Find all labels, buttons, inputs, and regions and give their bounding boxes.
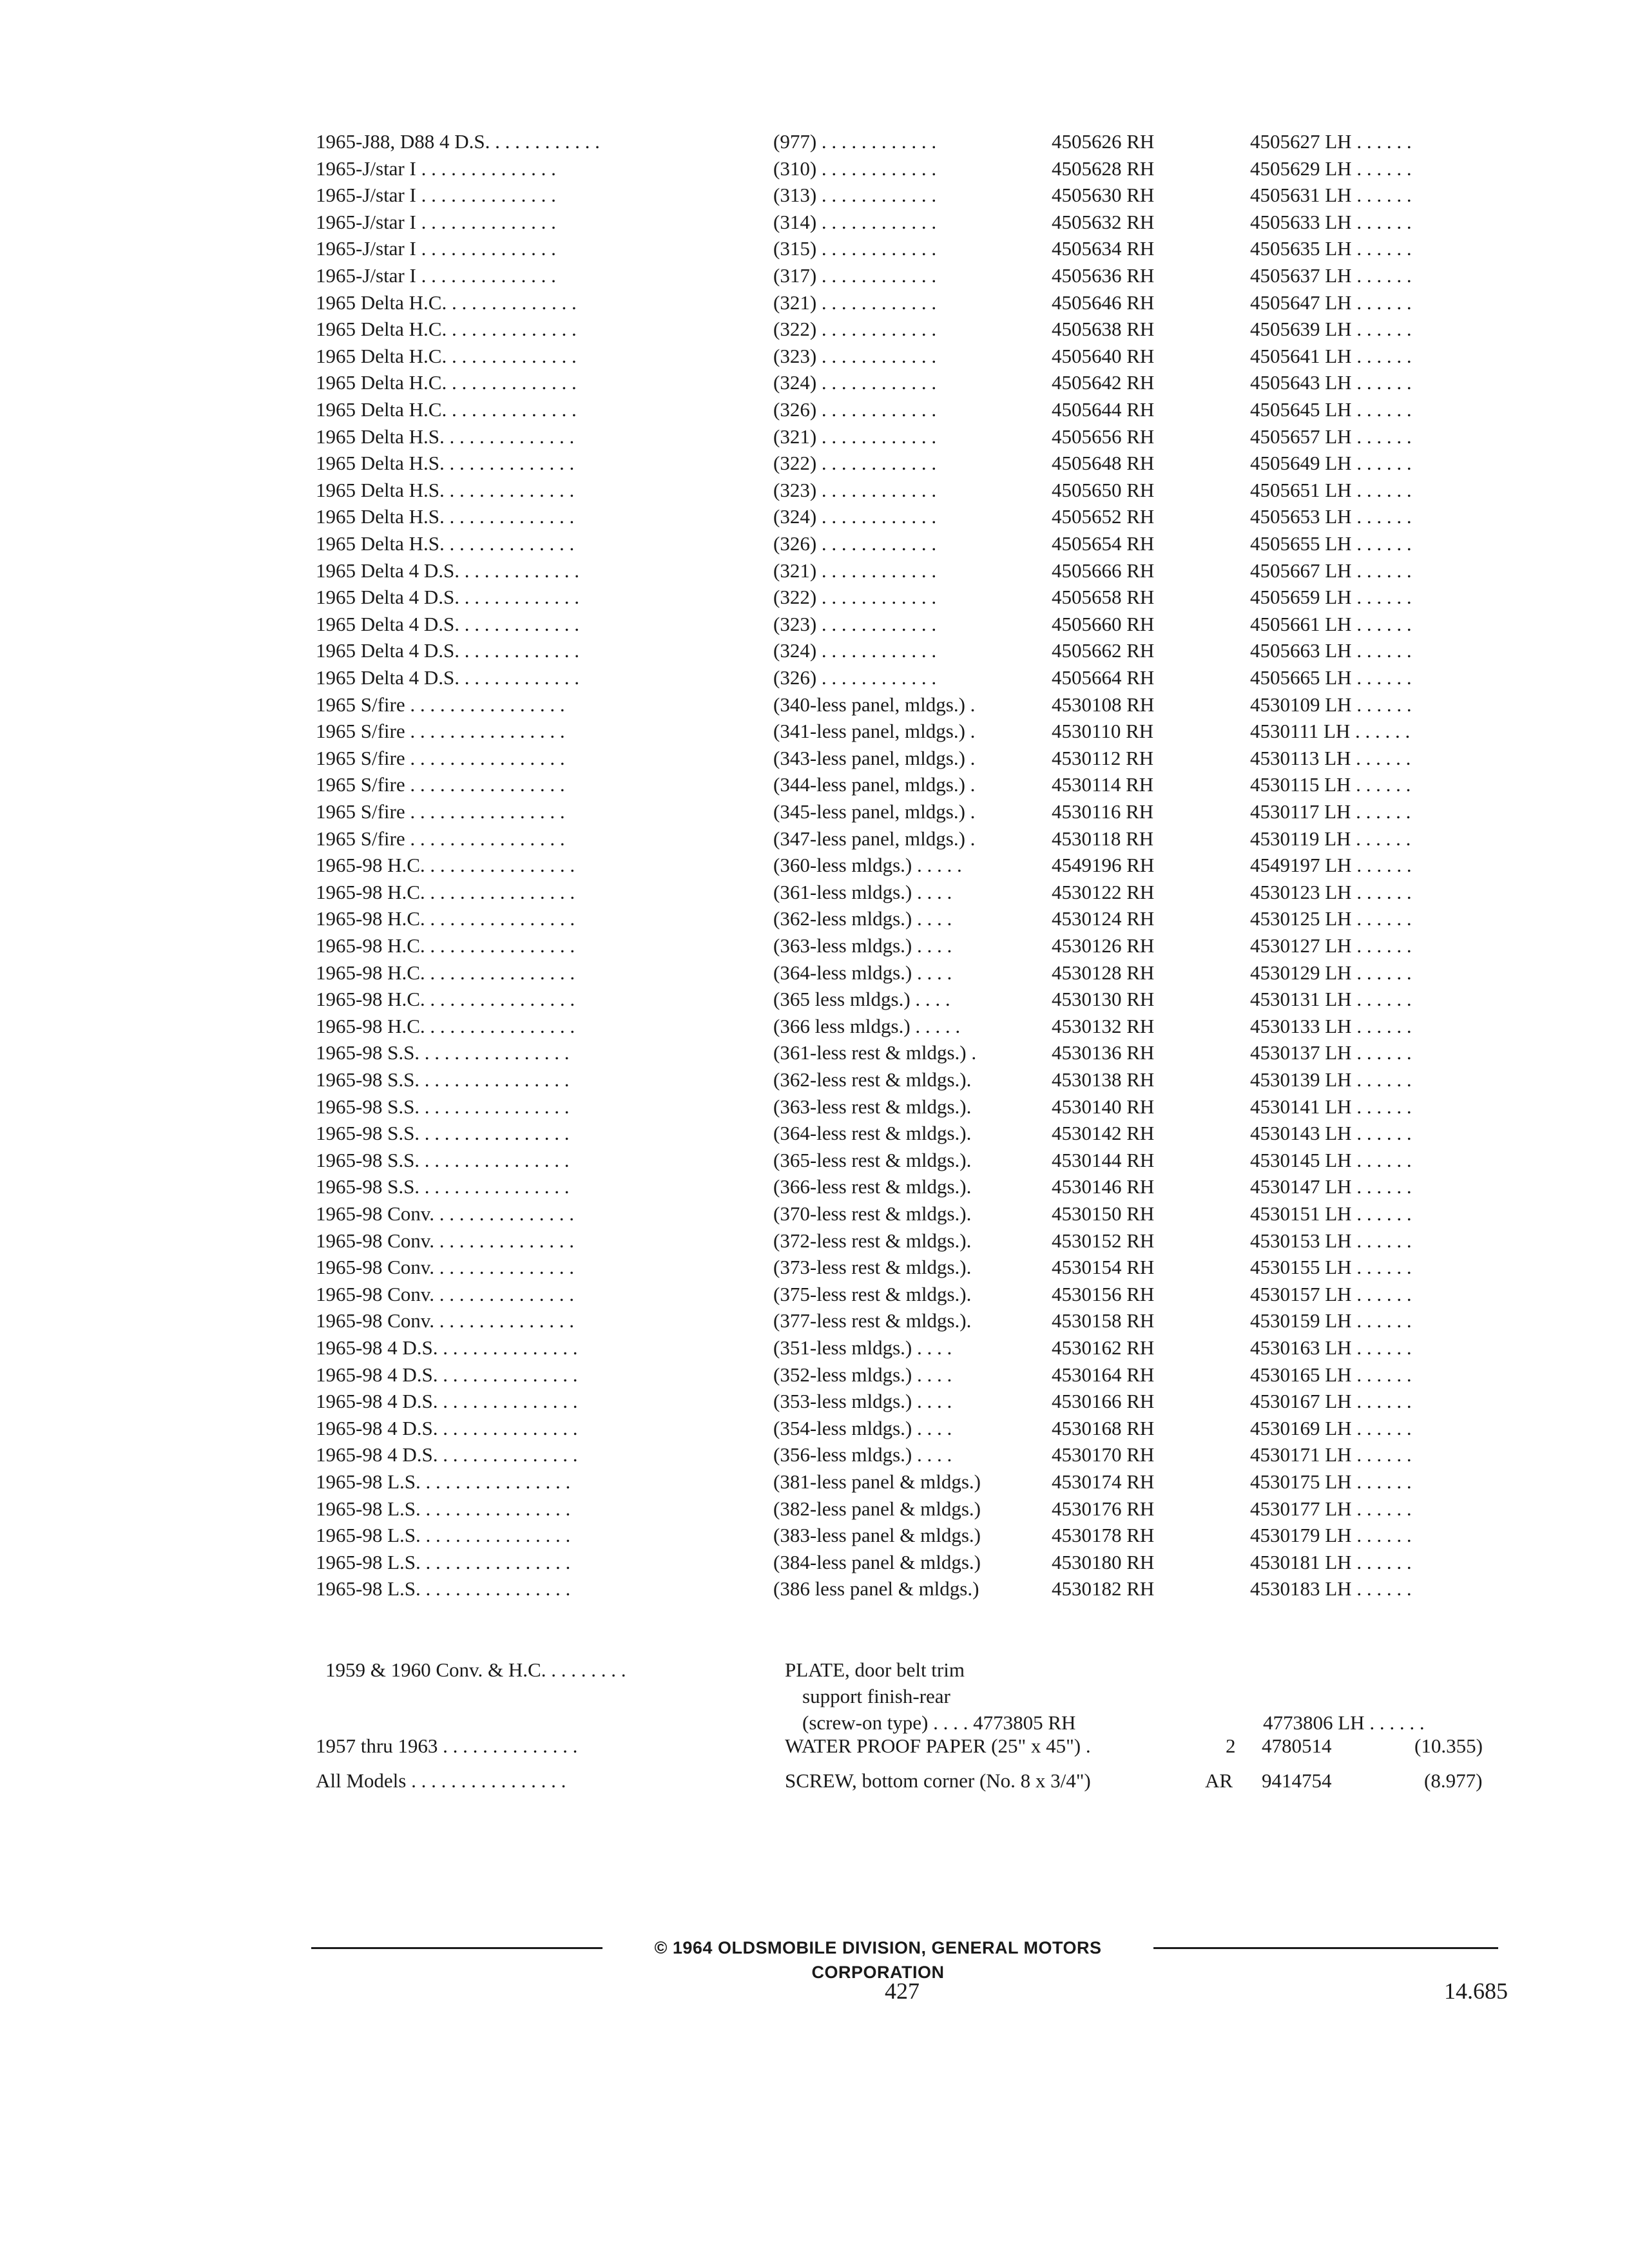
code-cell: (366-less rest & mldgs.). bbox=[773, 1175, 972, 1198]
lh-part-cell: 4505659 LH . . . . . . bbox=[1250, 586, 1412, 609]
model-cell: 1965 Delta H.C. . . . . . . . . . . . . . bbox=[316, 344, 577, 367]
table-row bbox=[0, 181, 1629, 209]
lh-part-cell: 4530145 LH . . . . . . bbox=[1250, 1148, 1412, 1171]
code-cell: (375-less rest & mldgs.). bbox=[773, 1282, 972, 1305]
code-cell: (977) . . . . . . . . . . . . bbox=[773, 130, 937, 153]
model-cell: 1965 Delta H.C. . . . . . . . . . . . . . bbox=[316, 398, 577, 421]
rh-part-cell: 4530164 RH bbox=[1052, 1363, 1155, 1386]
model-cell: 1965-98 S.S. . . . . . . . . . . . . . . . bbox=[316, 1122, 570, 1145]
model-cell: 1965-98 Conv. . . . . . . . . . . . . . . bbox=[316, 1256, 574, 1279]
model-cell: 1965-98 H.C. . . . . . . . . . . . . . . . bbox=[316, 880, 575, 903]
plate-lh-part: 4773806 LH . . . . . . bbox=[1263, 1711, 1425, 1734]
code-cell: (322) . . . . . . . . . . . . bbox=[773, 586, 937, 609]
lh-part-cell: 4530163 LH . . . . . . bbox=[1250, 1336, 1412, 1359]
rh-part-cell: 4530154 RH bbox=[1052, 1256, 1155, 1279]
table-row bbox=[0, 1253, 1629, 1282]
lh-part-cell: 4530117 LH . . . . . . bbox=[1250, 800, 1411, 823]
model-cell: 1965-98 H.C. . . . . . . . . . . . . . . . bbox=[316, 907, 575, 930]
code-cell: (370-less rest & mldgs.). bbox=[773, 1202, 972, 1225]
lh-part-cell: 4505665 LH . . . . . . bbox=[1250, 666, 1412, 689]
rh-part-cell: 4530128 RH bbox=[1052, 961, 1155, 984]
rh-part-cell: 4530178 RH bbox=[1052, 1524, 1155, 1547]
rh-part-cell: 4505634 RH bbox=[1052, 237, 1155, 260]
table-row bbox=[0, 851, 1629, 879]
paper-ref: (10.355) bbox=[1414, 1735, 1483, 1757]
rh-part-cell: 4505630 RH bbox=[1052, 184, 1155, 207]
lh-part-cell: 4530155 LH . . . . . . bbox=[1250, 1256, 1412, 1279]
table-row bbox=[0, 1334, 1629, 1362]
paper-qty: 2 bbox=[1226, 1735, 1236, 1757]
table-row bbox=[0, 1361, 1629, 1389]
rh-part-cell: 4530112 RH bbox=[1052, 746, 1154, 769]
model-cell: 1965-98 L.S. . . . . . . . . . . . . . . . bbox=[316, 1470, 571, 1493]
rh-part-cell: 4530180 RH bbox=[1052, 1550, 1155, 1573]
lh-part-cell: 4530125 LH . . . . . . bbox=[1250, 907, 1412, 930]
code-cell: (362-less rest & mldgs.). bbox=[773, 1068, 972, 1091]
lh-part-cell: 4530143 LH . . . . . . bbox=[1250, 1122, 1412, 1145]
model-cell: 1965 Delta 4 D.S. . . . . . . . . . . . . bbox=[316, 559, 580, 582]
lh-part-cell: 4505645 LH . . . . . . bbox=[1250, 398, 1412, 421]
table-row bbox=[0, 155, 1629, 183]
model-cell: 1965 S/fire . . . . . . . . . . . . . . . . bbox=[316, 693, 565, 716]
code-cell: (323) . . . . . . . . . . . . bbox=[773, 344, 937, 367]
rh-part-cell: 4530126 RH bbox=[1052, 934, 1155, 957]
screw-model: All Models . . . . . . . . . . . . . . . . bbox=[316, 1769, 566, 1792]
model-cell: 1965-98 H.C. . . . . . . . . . . . . . . . bbox=[316, 934, 575, 957]
code-cell: (321) . . . . . . . . . . . . bbox=[773, 559, 937, 582]
section-number: 14.685 bbox=[1444, 1978, 1508, 2004]
code-cell: (314) . . . . . . . . . . . . bbox=[773, 210, 937, 233]
code-cell: (384-less panel & mldgs.) bbox=[773, 1550, 981, 1573]
lh-part-cell: 4530169 LH . . . . . . bbox=[1250, 1416, 1412, 1439]
lh-part-cell: 4530113 LH . . . . . . bbox=[1250, 746, 1411, 769]
table-row bbox=[0, 798, 1629, 826]
lh-part-cell: 4530181 LH . . . . . . bbox=[1250, 1550, 1412, 1573]
code-cell: (382-less panel & mldgs.) bbox=[773, 1497, 981, 1520]
code-cell: (366 less mldgs.) . . . . . bbox=[773, 1014, 961, 1037]
table-row bbox=[0, 1066, 1629, 1094]
model-cell: 1965 Delta H.S. . . . . . . . . . . . . . bbox=[316, 452, 575, 475]
model-cell: 1965-98 4 D.S. . . . . . . . . . . . . . . bbox=[316, 1416, 578, 1439]
lh-part-cell: 4530111 LH . . . . . . bbox=[1250, 720, 1411, 743]
code-cell: (326) . . . . . . . . . . . . bbox=[773, 666, 937, 689]
code-cell: (353-less mldgs.) . . . . bbox=[773, 1390, 952, 1413]
table-row bbox=[0, 1093, 1629, 1121]
table-row bbox=[0, 476, 1629, 505]
model-cell: 1965-98 Conv. . . . . . . . . . . . . . . bbox=[316, 1202, 574, 1225]
rh-part-cell: 4530116 RH bbox=[1052, 800, 1154, 823]
plate-description-2: support finish-rear bbox=[802, 1685, 950, 1707]
rh-part-cell: 4530140 RH bbox=[1052, 1095, 1155, 1118]
table-row bbox=[0, 289, 1629, 317]
table-row bbox=[0, 1495, 1629, 1523]
code-cell: (372-less rest & mldgs.). bbox=[773, 1229, 972, 1252]
code-cell: (361-less mldgs.) . . . . bbox=[773, 880, 952, 903]
screw-ref: (8.977) bbox=[1424, 1769, 1483, 1792]
rh-part-cell: 4530174 RH bbox=[1052, 1470, 1155, 1493]
rh-part-cell: 4530142 RH bbox=[1052, 1122, 1155, 1145]
model-cell: 1965 Delta H.S. . . . . . . . . . . . . . bbox=[316, 505, 575, 528]
table-row bbox=[0, 1039, 1629, 1067]
screw-part: 9414754 bbox=[1262, 1769, 1332, 1792]
footer-copyright: © 1964 OLDSMOBILE DIVISION, GENERAL MOTORS CORPORATION bbox=[602, 1936, 1153, 1984]
plate-model: 1959 & 1960 Conv. & H.C. . . . . . . . . bbox=[325, 1658, 626, 1681]
rh-part-cell: 4505628 RH bbox=[1052, 157, 1155, 180]
table-row bbox=[0, 1468, 1629, 1496]
screw-description: SCREW, bottom corner (No. 8 x 3/4") bbox=[785, 1769, 1091, 1792]
code-cell: (326) . . . . . . . . . . . . bbox=[773, 532, 937, 555]
rh-part-cell: 4530110 RH bbox=[1052, 720, 1154, 743]
table-row bbox=[0, 744, 1629, 773]
table-row bbox=[0, 1012, 1629, 1041]
lh-part-cell: 4530157 LH . . . . . . bbox=[1250, 1282, 1412, 1305]
rh-part-cell: 4530166 RH bbox=[1052, 1390, 1155, 1413]
model-cell: 1965-98 L.S. . . . . . . . . . . . . . . . bbox=[316, 1524, 571, 1547]
table-row bbox=[0, 1119, 1629, 1148]
lh-part-cell: 4530151 LH . . . . . . bbox=[1250, 1202, 1412, 1225]
code-cell: (340-less panel, mldgs.) . bbox=[773, 693, 976, 716]
code-cell: (373-less rest & mldgs.). bbox=[773, 1256, 972, 1279]
rh-part-cell: 4530156 RH bbox=[1052, 1282, 1155, 1305]
table-row bbox=[0, 583, 1629, 611]
lh-part-cell: 4505663 LH . . . . . . bbox=[1250, 639, 1412, 662]
rh-part-cell: 4505644 RH bbox=[1052, 398, 1155, 421]
model-cell: 1965-98 Conv. . . . . . . . . . . . . . . bbox=[316, 1282, 574, 1305]
lh-part-cell: 4505629 LH . . . . . . bbox=[1250, 157, 1412, 180]
table-row bbox=[0, 423, 1629, 451]
lh-part-cell: 4505635 LH . . . . . . bbox=[1250, 237, 1412, 260]
lh-part-cell: 4530127 LH . . . . . . bbox=[1250, 934, 1412, 957]
model-cell: 1965 Delta H.S. . . . . . . . . . . . . . bbox=[316, 425, 575, 448]
code-cell: (326) . . . . . . . . . . . . bbox=[773, 398, 937, 421]
table-row bbox=[0, 932, 1629, 960]
code-cell: (324) . . . . . . . . . . . . bbox=[773, 505, 937, 528]
table-row bbox=[0, 1200, 1629, 1228]
model-cell: 1965-98 L.S. . . . . . . . . . . . . . . . bbox=[316, 1497, 571, 1520]
rh-part-cell: 4549196 RH bbox=[1052, 854, 1155, 877]
model-cell: 1965-98 L.S. . . . . . . . . . . . . . . . bbox=[316, 1550, 571, 1573]
rh-part-cell: 4530176 RH bbox=[1052, 1497, 1155, 1520]
table-row bbox=[0, 1548, 1629, 1577]
code-cell: (323) . . . . . . . . . . . . bbox=[773, 612, 937, 635]
lh-part-cell: 4530131 LH . . . . . . bbox=[1250, 988, 1412, 1011]
lh-part-cell: 4530167 LH . . . . . . bbox=[1250, 1390, 1412, 1413]
table-row bbox=[0, 262, 1629, 290]
rh-part-cell: 4530158 RH bbox=[1052, 1309, 1155, 1332]
table-row bbox=[0, 1521, 1629, 1550]
model-cell: 1965 Delta H.C. . . . . . . . . . . . . . bbox=[316, 371, 577, 394]
lh-part-cell: 4530153 LH . . . . . . bbox=[1250, 1229, 1412, 1252]
model-cell: 1965-98 L.S. . . . . . . . . . . . . . . . bbox=[316, 1577, 571, 1600]
lh-part-cell: 4505641 LH . . . . . . bbox=[1250, 344, 1412, 367]
lh-part-cell: 4530183 LH . . . . . . bbox=[1250, 1577, 1412, 1600]
rh-part-cell: 4505652 RH bbox=[1052, 505, 1155, 528]
table-row bbox=[0, 208, 1629, 236]
rh-part-cell: 4505654 RH bbox=[1052, 532, 1155, 555]
lh-part-cell: 4505627 LH . . . . . . bbox=[1250, 130, 1412, 153]
code-cell: (383-less panel & mldgs.) bbox=[773, 1524, 981, 1547]
rh-part-cell: 4530118 RH bbox=[1052, 827, 1154, 850]
code-cell: (322) . . . . . . . . . . . . bbox=[773, 452, 937, 475]
paper-description: WATER PROOF PAPER (25" x 45") . bbox=[785, 1735, 1091, 1757]
table-row bbox=[0, 771, 1629, 799]
model-cell: 1965 S/fire . . . . . . . . . . . . . . . . bbox=[316, 800, 565, 823]
model-cell: 1965-98 4 D.S. . . . . . . . . . . . . . . bbox=[316, 1443, 578, 1466]
code-cell: (324) . . . . . . . . . . . . bbox=[773, 639, 937, 662]
lh-part-cell: 4505657 LH . . . . . . bbox=[1250, 425, 1412, 448]
code-cell: (360-less mldgs.) . . . . . bbox=[773, 854, 962, 877]
footer-rule-right bbox=[1147, 1947, 1498, 1949]
lh-part-cell: 4505655 LH . . . . . . bbox=[1250, 532, 1412, 555]
lh-part-cell: 4530137 LH . . . . . . bbox=[1250, 1041, 1412, 1064]
code-cell: (356-less mldgs.) . . . . bbox=[773, 1443, 952, 1466]
model-cell: 1965-98 4 D.S. . . . . . . . . . . . . . . bbox=[316, 1390, 578, 1413]
rh-part-cell: 4530146 RH bbox=[1052, 1175, 1155, 1198]
model-cell: 1965 S/fire . . . . . . . . . . . . . . . . bbox=[316, 746, 565, 769]
lh-part-cell: 4530165 LH . . . . . . bbox=[1250, 1363, 1412, 1386]
model-cell: 1965-98 S.S. . . . . . . . . . . . . . . . bbox=[316, 1041, 570, 1064]
table-row bbox=[0, 691, 1629, 719]
model-cell: 1965 Delta H.S. . . . . . . . . . . . . . bbox=[316, 478, 575, 501]
code-cell: (352-less mldgs.) . . . . bbox=[773, 1363, 952, 1386]
model-cell: 1965-J88, D88 4 D.S. . . . . . . . . . . . bbox=[316, 130, 600, 153]
table-row bbox=[0, 557, 1629, 585]
lh-part-cell: 4505667 LH . . . . . . bbox=[1250, 559, 1412, 582]
lh-part-cell: 4505647 LH . . . . . . bbox=[1250, 291, 1412, 314]
rh-part-cell: 4530114 RH bbox=[1052, 773, 1154, 796]
table-row bbox=[0, 369, 1629, 397]
screw-qty: AR bbox=[1205, 1769, 1233, 1792]
lh-part-cell: 4530147 LH . . . . . . bbox=[1250, 1175, 1412, 1198]
code-cell: (364-less rest & mldgs.). bbox=[773, 1122, 972, 1145]
rh-part-cell: 4505636 RH bbox=[1052, 264, 1155, 287]
table-row bbox=[0, 878, 1629, 907]
rh-part-cell: 4505658 RH bbox=[1052, 586, 1155, 609]
paper-part: 4780514 bbox=[1262, 1735, 1332, 1757]
rh-part-cell: 4530136 RH bbox=[1052, 1041, 1155, 1064]
model-cell: 1965 Delta H.C. . . . . . . . . . . . . . bbox=[316, 318, 577, 341]
rh-part-cell: 4505656 RH bbox=[1052, 425, 1155, 448]
table-row bbox=[0, 396, 1629, 424]
code-cell: (363-less mldgs.) . . . . bbox=[773, 934, 952, 957]
model-cell: 1965-J/star I . . . . . . . . . . . . . . bbox=[316, 184, 556, 207]
model-cell: 1965-98 Conv. . . . . . . . . . . . . . . bbox=[316, 1309, 574, 1332]
model-cell: 1965-98 S.S. . . . . . . . . . . . . . . . bbox=[316, 1175, 570, 1198]
table-row bbox=[0, 610, 1629, 639]
lh-part-cell: 4530177 LH . . . . . . bbox=[1250, 1497, 1412, 1520]
table-row bbox=[0, 717, 1629, 745]
paper-model: 1957 thru 1963 . . . . . . . . . . . . . . bbox=[316, 1735, 578, 1757]
code-cell: (362-less mldgs.) . . . . bbox=[773, 907, 952, 930]
lh-part-cell: 4530119 LH . . . . . . bbox=[1250, 827, 1411, 850]
lh-part-cell: 4530159 LH . . . . . . bbox=[1250, 1309, 1412, 1332]
rh-part-cell: 4530168 RH bbox=[1052, 1416, 1155, 1439]
model-cell: 1965 Delta 4 D.S. . . . . . . . . . . . . bbox=[316, 612, 580, 635]
rh-part-cell: 4530122 RH bbox=[1052, 880, 1155, 903]
model-cell: 1965 S/fire . . . . . . . . . . . . . . . . bbox=[316, 720, 565, 743]
lh-part-cell: 4505643 LH . . . . . . bbox=[1250, 371, 1412, 394]
lh-part-cell: 4530133 LH . . . . . . bbox=[1250, 1014, 1412, 1037]
table-row bbox=[0, 342, 1629, 370]
rh-part-cell: 4530132 RH bbox=[1052, 1014, 1155, 1037]
table-row bbox=[0, 128, 1629, 156]
lh-part-cell: 4505653 LH . . . . . . bbox=[1250, 505, 1412, 528]
table-row bbox=[0, 1227, 1629, 1255]
model-cell: 1965-J/star I . . . . . . . . . . . . . . bbox=[316, 157, 556, 180]
code-cell: (315) . . . . . . . . . . . . bbox=[773, 237, 937, 260]
code-cell: (354-less mldgs.) . . . . bbox=[773, 1416, 952, 1439]
rh-part-cell: 4505660 RH bbox=[1052, 612, 1155, 635]
lh-part-cell: 4505633 LH . . . . . . bbox=[1250, 210, 1412, 233]
table-row bbox=[0, 905, 1629, 933]
code-cell: (365-less rest & mldgs.). bbox=[773, 1148, 972, 1171]
code-cell: (365 less mldgs.) . . . . bbox=[773, 988, 950, 1011]
lh-part-cell: 4530179 LH . . . . . . bbox=[1250, 1524, 1412, 1547]
page-number: 427 bbox=[885, 1978, 920, 2004]
table-row bbox=[0, 985, 1629, 1014]
table-row bbox=[0, 235, 1629, 263]
table-row bbox=[0, 1387, 1629, 1416]
code-cell: (351-less mldgs.) . . . . bbox=[773, 1336, 952, 1359]
lh-part-cell: 4505661 LH . . . . . . bbox=[1250, 612, 1412, 635]
lh-part-cell: 4530171 LH . . . . . . bbox=[1250, 1443, 1412, 1466]
lh-part-cell: 4530123 LH . . . . . . bbox=[1250, 880, 1412, 903]
model-cell: 1965-98 H.C. . . . . . . . . . . . . . . . bbox=[316, 988, 575, 1011]
rh-part-cell: 4505632 RH bbox=[1052, 210, 1155, 233]
rh-part-cell: 4505666 RH bbox=[1052, 559, 1155, 582]
code-cell: (386 less panel & mldgs.) bbox=[773, 1577, 979, 1600]
rh-part-cell: 4530108 RH bbox=[1052, 693, 1155, 716]
code-cell: (323) . . . . . . . . . . . . bbox=[773, 478, 937, 501]
code-cell: (322) . . . . . . . . . . . . bbox=[773, 318, 937, 341]
model-cell: 1965-98 H.C. . . . . . . . . . . . . . . . bbox=[316, 854, 575, 877]
lh-part-cell: 4530141 LH . . . . . . bbox=[1250, 1095, 1412, 1118]
code-cell: (313) . . . . . . . . . . . . bbox=[773, 184, 937, 207]
table-row bbox=[0, 1280, 1629, 1309]
model-cell: 1965-98 S.S. . . . . . . . . . . . . . . . bbox=[316, 1148, 570, 1171]
code-cell: (341-less panel, mldgs.) . bbox=[773, 720, 976, 743]
table-row bbox=[0, 1173, 1629, 1201]
table-row bbox=[0, 1441, 1629, 1469]
lh-part-cell: 4505637 LH . . . . . . bbox=[1250, 264, 1412, 287]
rh-part-cell: 4505626 RH bbox=[1052, 130, 1155, 153]
table-row bbox=[0, 530, 1629, 558]
model-cell: 1965-J/star I . . . . . . . . . . . . . . bbox=[316, 264, 556, 287]
rh-part-cell: 4505642 RH bbox=[1052, 371, 1155, 394]
rh-part-cell: 4530124 RH bbox=[1052, 907, 1155, 930]
model-cell: 1965 Delta 4 D.S. . . . . . . . . . . . . bbox=[316, 586, 580, 609]
code-cell: (344-less panel, mldgs.) . bbox=[773, 773, 976, 796]
table-row bbox=[0, 449, 1629, 477]
model-cell: 1965 Delta H.C. . . . . . . . . . . . . . bbox=[316, 291, 577, 314]
model-cell: 1965 S/fire . . . . . . . . . . . . . . . . bbox=[316, 827, 565, 850]
code-cell: (310) . . . . . . . . . . . . bbox=[773, 157, 937, 180]
lh-part-cell: 4549197 LH . . . . . . bbox=[1250, 854, 1412, 877]
model-cell: 1965-98 Conv. . . . . . . . . . . . . . . bbox=[316, 1229, 574, 1252]
rh-part-cell: 4505662 RH bbox=[1052, 639, 1155, 662]
plate-description: PLATE, door belt trim bbox=[785, 1658, 965, 1681]
rh-part-cell: 4530162 RH bbox=[1052, 1336, 1155, 1359]
lh-part-cell: 4530115 LH . . . . . . bbox=[1250, 773, 1411, 796]
model-cell: 1965 Delta 4 D.S. . . . . . . . . . . . . bbox=[316, 639, 580, 662]
table-row bbox=[0, 1575, 1629, 1603]
rh-part-cell: 4530182 RH bbox=[1052, 1577, 1155, 1600]
rh-part-cell: 4530152 RH bbox=[1052, 1229, 1155, 1252]
model-cell: 1965-98 H.C. . . . . . . . . . . . . . . . bbox=[316, 961, 575, 984]
table-row bbox=[0, 503, 1629, 531]
table-row bbox=[0, 315, 1629, 343]
rh-part-cell: 4505640 RH bbox=[1052, 344, 1155, 367]
code-cell: (381-less panel & mldgs.) bbox=[773, 1470, 981, 1493]
plate-description-3: (screw-on type) . . . . 4773805 RH bbox=[802, 1711, 1076, 1734]
code-cell: (363-less rest & mldgs.). bbox=[773, 1095, 972, 1118]
lh-part-cell: 4530129 LH . . . . . . bbox=[1250, 961, 1412, 984]
lh-part-cell: 4530175 LH . . . . . . bbox=[1250, 1470, 1412, 1493]
lh-part-cell: 4530139 LH . . . . . . bbox=[1250, 1068, 1412, 1091]
code-cell: (321) . . . . . . . . . . . . bbox=[773, 291, 937, 314]
code-cell: (364-less mldgs.) . . . . bbox=[773, 961, 952, 984]
table-row bbox=[0, 664, 1629, 692]
table-row bbox=[0, 637, 1629, 665]
lh-part-cell: 4505639 LH . . . . . . bbox=[1250, 318, 1412, 341]
lh-part-cell: 4530109 LH . . . . . . bbox=[1250, 693, 1412, 716]
rh-part-cell: 4505638 RH bbox=[1052, 318, 1155, 341]
rh-part-cell: 4505650 RH bbox=[1052, 478, 1155, 501]
rh-part-cell: 4505664 RH bbox=[1052, 666, 1155, 689]
table-row bbox=[0, 959, 1629, 987]
table-row bbox=[0, 825, 1629, 853]
rh-part-cell: 4530130 RH bbox=[1052, 988, 1155, 1011]
rh-part-cell: 4530138 RH bbox=[1052, 1068, 1155, 1091]
code-cell: (347-less panel, mldgs.) . bbox=[773, 827, 976, 850]
model-cell: 1965-98 S.S. . . . . . . . . . . . . . . . bbox=[316, 1095, 570, 1118]
model-cell: 1965 Delta H.S. . . . . . . . . . . . . . bbox=[316, 532, 575, 555]
rh-part-cell: 4505646 RH bbox=[1052, 291, 1155, 314]
code-cell: (324) . . . . . . . . . . . . bbox=[773, 371, 937, 394]
model-cell: 1965-98 S.S. . . . . . . . . . . . . . . . bbox=[316, 1068, 570, 1091]
model-cell: 1965-98 H.C. . . . . . . . . . . . . . . . bbox=[316, 1014, 575, 1037]
lh-part-cell: 4505631 LH . . . . . . bbox=[1250, 184, 1412, 207]
code-cell: (345-less panel, mldgs.) . bbox=[773, 800, 976, 823]
model-cell: 1965-J/star I . . . . . . . . . . . . . . bbox=[316, 237, 556, 260]
rh-part-cell: 4530170 RH bbox=[1052, 1443, 1155, 1466]
lh-part-cell: 4505651 LH . . . . . . bbox=[1250, 478, 1412, 501]
model-cell: 1965-J/star I . . . . . . . . . . . . . . bbox=[316, 210, 556, 233]
model-cell: 1965 Delta 4 D.S. . . . . . . . . . . . . bbox=[316, 666, 580, 689]
code-cell: (343-less panel, mldgs.) . bbox=[773, 746, 976, 769]
rh-part-cell: 4530144 RH bbox=[1052, 1148, 1155, 1171]
rh-part-cell: 4505648 RH bbox=[1052, 452, 1155, 475]
model-cell: 1965-98 4 D.S. . . . . . . . . . . . . . . bbox=[316, 1336, 578, 1359]
code-cell: (377-less rest & mldgs.). bbox=[773, 1309, 972, 1332]
table-row bbox=[0, 1146, 1629, 1175]
code-cell: (361-less rest & mldgs.) . bbox=[773, 1041, 977, 1064]
model-cell: 1965-98 4 D.S. . . . . . . . . . . . . . . bbox=[316, 1363, 578, 1386]
code-cell: (317) . . . . . . . . . . . . bbox=[773, 264, 937, 287]
rh-part-cell: 4530150 RH bbox=[1052, 1202, 1155, 1225]
table-row bbox=[0, 1307, 1629, 1335]
footer-rule-left bbox=[311, 1947, 608, 1949]
lh-part-cell: 4505649 LH . . . . . . bbox=[1250, 452, 1412, 475]
model-cell: 1965 S/fire . . . . . . . . . . . . . . . . bbox=[316, 773, 565, 796]
code-cell: (321) . . . . . . . . . . . . bbox=[773, 425, 937, 448]
table-row bbox=[0, 1414, 1629, 1443]
